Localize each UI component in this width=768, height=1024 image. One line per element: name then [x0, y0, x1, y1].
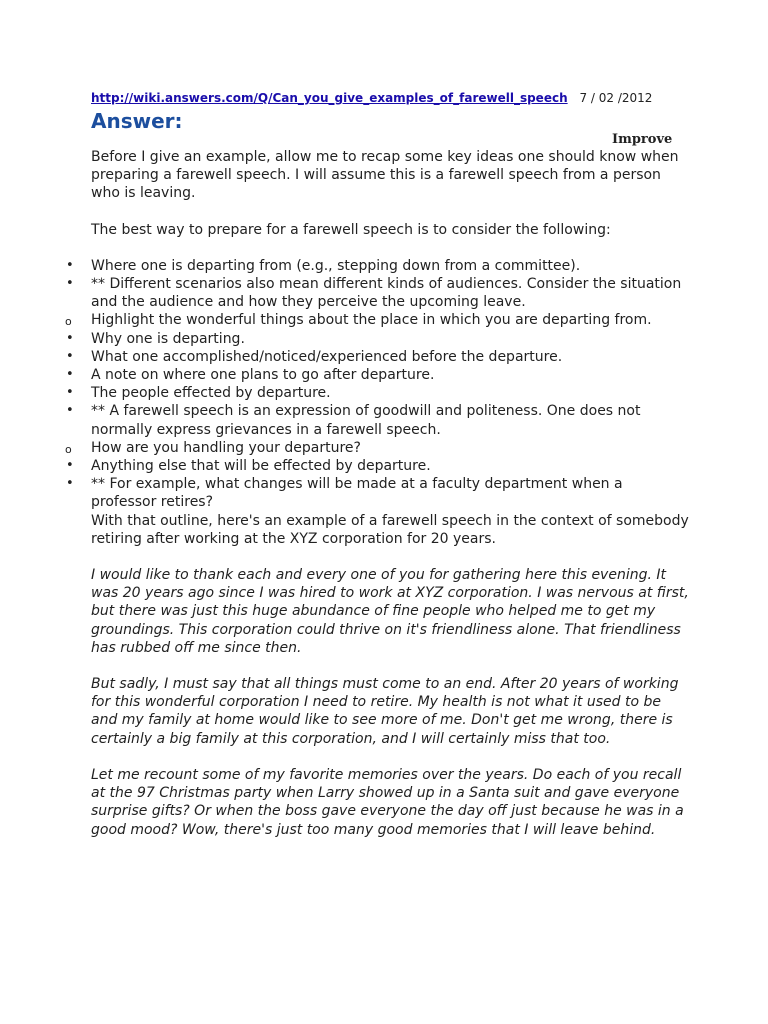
- list-item: [66, 457, 691, 475]
- bullet-icon: •: [66, 385, 74, 401]
- source-line: [91, 90, 652, 106]
- outro-paragraph: With that outline, here's an example of a farewell speech in the context of somebody retiring after working at the XYZ corporation for 20 years.: [91, 512, 689, 547]
- bullet-icon: •: [66, 276, 74, 292]
- list-item: [66, 384, 691, 402]
- bullet-icon: •: [66, 330, 74, 346]
- list-item: [66, 475, 691, 511]
- list-item-text: What one accomplished/noticed/experienced before the departure.: [91, 348, 563, 365]
- speech-paragraph: Let me recount some of my favorite memories over the years. Do each of you recall at the 97 Christmas party when Larry showed up in a Santa suit and gave everyone surprise gifts? Or when the boss gave everyone the day off just because he was in a good mood? Wow, there's just too many good memories that I will leave behind.: [91, 766, 684, 838]
- bullet-icon: •: [66, 458, 74, 474]
- list-item: [66, 257, 691, 275]
- hollow-bullet-icon: o: [65, 315, 72, 329]
- bullet-icon: •: [66, 257, 74, 273]
- list-item: [65, 439, 691, 457]
- list-item-text: Highlight the wonderful things about the place in which you are departing from.: [91, 312, 652, 329]
- list-item-text: A note on where one plans to go after departure.: [91, 367, 435, 384]
- list-item: [66, 366, 691, 384]
- bullet-icon: •: [66, 367, 74, 383]
- bullet-icon: •: [66, 348, 74, 364]
- list-item-text: ** Different scenarios also mean different kinds of audiences. Consider the situation and the audience and how they perceive the upcoming leave.: [91, 276, 682, 311]
- speech-paragraph: I would like to thank each and every one of you for gathering here this evening. It was 20 years ago since I was hired to work at XYZ corporation. I was nervous at first, but there was just this huge abundance of fine people who helped me to get my groundings. This corporation could thrive on it's friendliness alone. That friendliness has rubbed off me since then.: [91, 567, 689, 656]
- list-item-text: ** For example, what changes will be made at a faculty department when a professor retires?: [91, 476, 623, 511]
- list-item: [66, 402, 691, 438]
- list-item: [65, 311, 691, 329]
- list-item-text: ** A farewell speech is an expression of goodwill and politeness. One does not normally express grievances in a farewell speech.: [91, 403, 641, 438]
- list-item: [66, 275, 691, 311]
- bullet-icon: •: [66, 476, 74, 492]
- list-item-text: Why one is departing.: [91, 330, 245, 347]
- hollow-bullet-icon: o: [65, 442, 72, 456]
- intro-paragraph: Before I give an example, allow me to recap some key ideas one should know when preparing a farewell speech. I will assume this is a farewell speech from a person who is leaving.: [91, 149, 679, 202]
- points-list: [65, 257, 691, 512]
- source-link[interactable]: http://wiki.answers.com/Q/Can_you_give_examples_of_farewell_speech: [91, 91, 568, 105]
- list-item: [66, 330, 691, 348]
- answer-body: [65, 148, 691, 857]
- answer-heading: Answer:: [91, 109, 183, 133]
- source-date: 7 / 02 /2012: [579, 91, 653, 105]
- speech-paragraph: But sadly, I must say that all things must come to an end. After 20 years of working for this wonderful corporation I need to retire. My health is not what it used to be and my family at home would like to see more of me. Don't get me wrong, there is certainly a big family at this corporation, and I will certainly miss that too.: [91, 676, 679, 747]
- list-item-text: Where one is departing from (e.g., stepping down from a committee).: [91, 257, 581, 274]
- bullet-icon: •: [66, 403, 74, 419]
- list-item-text: Anything else that will be effected by departure.: [91, 458, 431, 475]
- list-item: [66, 348, 691, 366]
- lead-paragraph: The best way to prepare for a farewell speech is to consider the following:: [91, 221, 611, 238]
- list-item-text: How are you handling your departure?: [91, 439, 361, 456]
- list-item-text: The people effected by departure.: [91, 385, 331, 402]
- speech-example: [91, 566, 691, 839]
- improve-link[interactable]: Improve: [612, 132, 673, 147]
